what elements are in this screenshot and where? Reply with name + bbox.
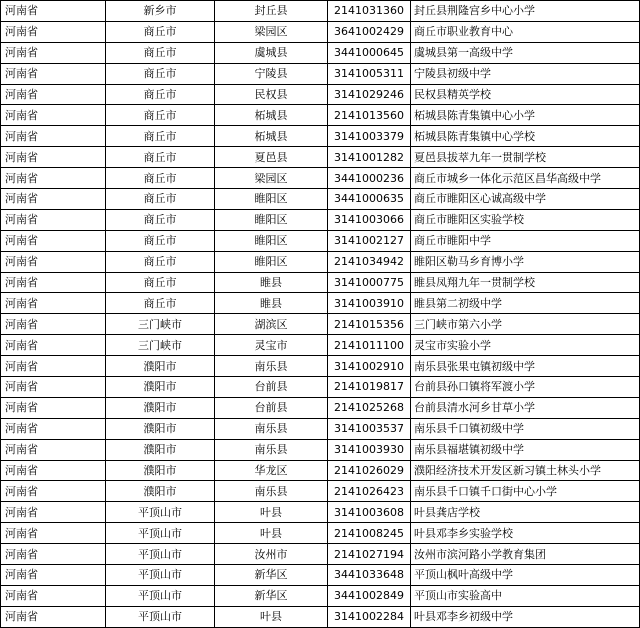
school-code-cell: 3141002910 xyxy=(328,356,411,377)
city-cell: 商丘市 xyxy=(106,272,215,293)
province-cell: 河南省 xyxy=(1,21,106,42)
school-name-cell: 平顶山枫叶高级中学 xyxy=(411,565,640,586)
city-cell: 三门峡市 xyxy=(106,335,215,356)
county-cell: 台前县 xyxy=(215,377,328,398)
table-row xyxy=(1,168,640,189)
province-cell: 河南省 xyxy=(1,439,106,460)
school-name-cell: 民权县精英学校 xyxy=(411,84,640,105)
table-row xyxy=(1,523,640,544)
city-cell: 濮阳市 xyxy=(106,418,215,439)
city-cell: 商丘市 xyxy=(106,84,215,105)
table-row xyxy=(1,1,640,22)
county-cell: 台前县 xyxy=(215,397,328,418)
school-code-cell: 3441033648 xyxy=(328,565,411,586)
table-row xyxy=(1,272,640,293)
city-cell: 商丘市 xyxy=(106,251,215,272)
table-row xyxy=(1,230,640,251)
school-code-cell: 3141003930 xyxy=(328,439,411,460)
table-row xyxy=(1,418,640,439)
province-cell: 河南省 xyxy=(1,272,106,293)
city-cell: 濮阳市 xyxy=(106,377,215,398)
school-code-cell: 3141003910 xyxy=(328,293,411,314)
city-cell: 濮阳市 xyxy=(106,481,215,502)
school-code-cell: 3141001282 xyxy=(328,147,411,168)
school-name-cell: 南乐县千口镇千口街中心小学 xyxy=(411,481,640,502)
city-cell: 平顶山市 xyxy=(106,523,215,544)
school-name-cell: 台前县清水河乡甘草小学 xyxy=(411,397,640,418)
table-row xyxy=(1,377,640,398)
province-cell: 河南省 xyxy=(1,377,106,398)
county-cell: 民权县 xyxy=(215,84,328,105)
county-cell: 梁园区 xyxy=(215,21,328,42)
table-row xyxy=(1,314,640,335)
city-cell: 商丘市 xyxy=(106,209,215,230)
city-cell: 商丘市 xyxy=(106,126,215,147)
school-name-cell: 三门峡市第六小学 xyxy=(411,314,640,335)
school-name-cell: 睢县凤翔九年一贯制学校 xyxy=(411,272,640,293)
school-name-cell: 商丘市睢阳区实验学校 xyxy=(411,209,640,230)
school-code-cell: 3141002284 xyxy=(328,606,411,627)
school-name-cell: 睢阳区勒马乡育博小学 xyxy=(411,251,640,272)
province-cell: 河南省 xyxy=(1,502,106,523)
table-row xyxy=(1,189,640,210)
table-row xyxy=(1,335,640,356)
county-cell: 梁园区 xyxy=(215,168,328,189)
city-cell: 平顶山市 xyxy=(106,585,215,606)
school-name-cell: 商丘市职业教育中心 xyxy=(411,21,640,42)
school-code-cell: 3141003066 xyxy=(328,209,411,230)
county-cell: 南乐县 xyxy=(215,356,328,377)
school-name-cell: 封丘县荆隆宫乡中心小学 xyxy=(411,1,640,22)
city-cell: 平顶山市 xyxy=(106,502,215,523)
county-cell: 叶县 xyxy=(215,523,328,544)
school-code-cell: 3141005311 xyxy=(328,63,411,84)
province-cell: 河南省 xyxy=(1,126,106,147)
county-cell: 汝州市 xyxy=(215,544,328,565)
province-cell: 河南省 xyxy=(1,397,106,418)
county-cell: 叶县 xyxy=(215,606,328,627)
school-name-cell: 柘城县陈青集镇中心学校 xyxy=(411,126,640,147)
county-cell: 睢阳区 xyxy=(215,230,328,251)
province-cell: 河南省 xyxy=(1,189,106,210)
table-row xyxy=(1,544,640,565)
table-row xyxy=(1,209,640,230)
table-body xyxy=(1,1,640,628)
county-cell: 睢阳区 xyxy=(215,189,328,210)
school-code-cell: 2141034942 xyxy=(328,251,411,272)
province-cell: 河南省 xyxy=(1,147,106,168)
school-code-cell: 3641002429 xyxy=(328,21,411,42)
city-cell: 新乡市 xyxy=(106,1,215,22)
school-name-cell: 叶县龚店学校 xyxy=(411,502,640,523)
city-cell: 商丘市 xyxy=(106,189,215,210)
school-code-cell: 2141027194 xyxy=(328,544,411,565)
province-cell: 河南省 xyxy=(1,585,106,606)
school-name-cell: 南乐县张果屯镇初级中学 xyxy=(411,356,640,377)
table-row xyxy=(1,63,640,84)
city-cell: 濮阳市 xyxy=(106,397,215,418)
table-row xyxy=(1,356,640,377)
school-name-cell: 平顶山市实验高中 xyxy=(411,585,640,606)
school-name-cell: 商丘市城乡一体化示范区昌华高级中学 xyxy=(411,168,640,189)
table-row xyxy=(1,84,640,105)
city-cell: 濮阳市 xyxy=(106,356,215,377)
province-cell: 河南省 xyxy=(1,460,106,481)
province-cell: 河南省 xyxy=(1,293,106,314)
county-cell: 夏邑县 xyxy=(215,147,328,168)
city-cell: 平顶山市 xyxy=(106,565,215,586)
school-name-cell: 睢县第二初级中学 xyxy=(411,293,640,314)
city-cell: 商丘市 xyxy=(106,168,215,189)
school-name-cell: 南乐县福堪镇初级中学 xyxy=(411,439,640,460)
table-row xyxy=(1,502,640,523)
city-cell: 商丘市 xyxy=(106,293,215,314)
province-cell: 河南省 xyxy=(1,209,106,230)
city-cell: 平顶山市 xyxy=(106,544,215,565)
province-cell: 河南省 xyxy=(1,356,106,377)
school-code-cell: 3141003608 xyxy=(328,502,411,523)
school-code-cell: 3441002849 xyxy=(328,585,411,606)
school-code-cell: 3441000645 xyxy=(328,42,411,63)
county-cell: 封丘县 xyxy=(215,1,328,22)
county-cell: 睢县 xyxy=(215,293,328,314)
county-cell: 华龙区 xyxy=(215,460,328,481)
city-cell: 商丘市 xyxy=(106,105,215,126)
county-cell: 新华区 xyxy=(215,565,328,586)
province-cell: 河南省 xyxy=(1,314,106,335)
table-row xyxy=(1,126,640,147)
school-code-cell: 2141015356 xyxy=(328,314,411,335)
province-cell: 河南省 xyxy=(1,230,106,251)
county-cell: 南乐县 xyxy=(215,439,328,460)
school-code-cell: 2141013560 xyxy=(328,105,411,126)
school-code-cell: 2141025268 xyxy=(328,397,411,418)
city-cell: 商丘市 xyxy=(106,42,215,63)
school-name-cell: 叶县邓李乡实验学校 xyxy=(411,523,640,544)
province-cell: 河南省 xyxy=(1,481,106,502)
table-row xyxy=(1,105,640,126)
province-cell: 河南省 xyxy=(1,565,106,586)
school-name-cell: 商丘市睢阳区心诚高级中学 xyxy=(411,189,640,210)
province-cell: 河南省 xyxy=(1,105,106,126)
county-cell: 新华区 xyxy=(215,585,328,606)
table-row xyxy=(1,397,640,418)
school-name-cell: 汝州市滨河路小学教育集团 xyxy=(411,544,640,565)
city-cell: 三门峡市 xyxy=(106,314,215,335)
table-row xyxy=(1,293,640,314)
city-cell: 濮阳市 xyxy=(106,439,215,460)
province-cell: 河南省 xyxy=(1,63,106,84)
table-row xyxy=(1,460,640,481)
county-cell: 叶县 xyxy=(215,502,328,523)
school-code-cell: 2141008245 xyxy=(328,523,411,544)
city-cell: 平顶山市 xyxy=(106,606,215,627)
county-cell: 虞城县 xyxy=(215,42,328,63)
county-cell: 灵宝市 xyxy=(215,335,328,356)
province-cell: 河南省 xyxy=(1,168,106,189)
school-code-cell: 2141026029 xyxy=(328,460,411,481)
school-name-cell: 柘城县陈青集镇中心小学 xyxy=(411,105,640,126)
table-row xyxy=(1,565,640,586)
school-name-cell: 宁陵县初级中学 xyxy=(411,63,640,84)
school-name-cell: 灵宝市实验小学 xyxy=(411,335,640,356)
county-cell: 柘城县 xyxy=(215,105,328,126)
province-cell: 河南省 xyxy=(1,544,106,565)
school-code-cell: 3141029246 xyxy=(328,84,411,105)
city-cell: 商丘市 xyxy=(106,230,215,251)
province-cell: 河南省 xyxy=(1,1,106,22)
school-code-cell: 3141003537 xyxy=(328,418,411,439)
school-name-cell: 南乐县千口镇初级中学 xyxy=(411,418,640,439)
city-cell: 商丘市 xyxy=(106,147,215,168)
province-cell: 河南省 xyxy=(1,606,106,627)
table-row xyxy=(1,585,640,606)
school-name-cell: 夏邑县拔萃九年一贯制学校 xyxy=(411,147,640,168)
school-code-cell: 3141002127 xyxy=(328,230,411,251)
county-cell: 南乐县 xyxy=(215,418,328,439)
county-cell: 睢县 xyxy=(215,272,328,293)
county-cell: 柘城县 xyxy=(215,126,328,147)
province-cell: 河南省 xyxy=(1,251,106,272)
school-name-cell: 台前县孙口镇将军渡小学 xyxy=(411,377,640,398)
county-cell: 睢阳区 xyxy=(215,251,328,272)
school-code-cell: 3141003379 xyxy=(328,126,411,147)
county-cell: 宁陵县 xyxy=(215,63,328,84)
school-name-cell: 叶县邓李乡初级中学 xyxy=(411,606,640,627)
school-code-cell: 3141000775 xyxy=(328,272,411,293)
table-row xyxy=(1,251,640,272)
table-row xyxy=(1,42,640,63)
school-name-cell: 商丘市睢阳中学 xyxy=(411,230,640,251)
city-cell: 商丘市 xyxy=(106,21,215,42)
table-row xyxy=(1,481,640,502)
school-name-cell: 濮阳经济技术开发区新习镇土林头小学 xyxy=(411,460,640,481)
province-cell: 河南省 xyxy=(1,42,106,63)
county-cell: 睢阳区 xyxy=(215,209,328,230)
city-cell: 商丘市 xyxy=(106,63,215,84)
table-row xyxy=(1,606,640,627)
table-row xyxy=(1,439,640,460)
province-cell: 河南省 xyxy=(1,84,106,105)
school-code-cell: 2141026423 xyxy=(328,481,411,502)
school-code-cell: 2141019817 xyxy=(328,377,411,398)
school-name-cell: 虞城县第一高级中学 xyxy=(411,42,640,63)
school-code-cell: 3441000635 xyxy=(328,189,411,210)
province-cell: 河南省 xyxy=(1,523,106,544)
school-code-cell: 2141031360 xyxy=(328,1,411,22)
school-code-cell: 2141011100 xyxy=(328,335,411,356)
county-cell: 湖滨区 xyxy=(215,314,328,335)
city-cell: 濮阳市 xyxy=(106,460,215,481)
province-cell: 河南省 xyxy=(1,418,106,439)
table-row xyxy=(1,21,640,42)
school-code-cell: 3441000236 xyxy=(328,168,411,189)
province-cell: 河南省 xyxy=(1,335,106,356)
county-cell: 南乐县 xyxy=(215,481,328,502)
table-row xyxy=(1,147,640,168)
